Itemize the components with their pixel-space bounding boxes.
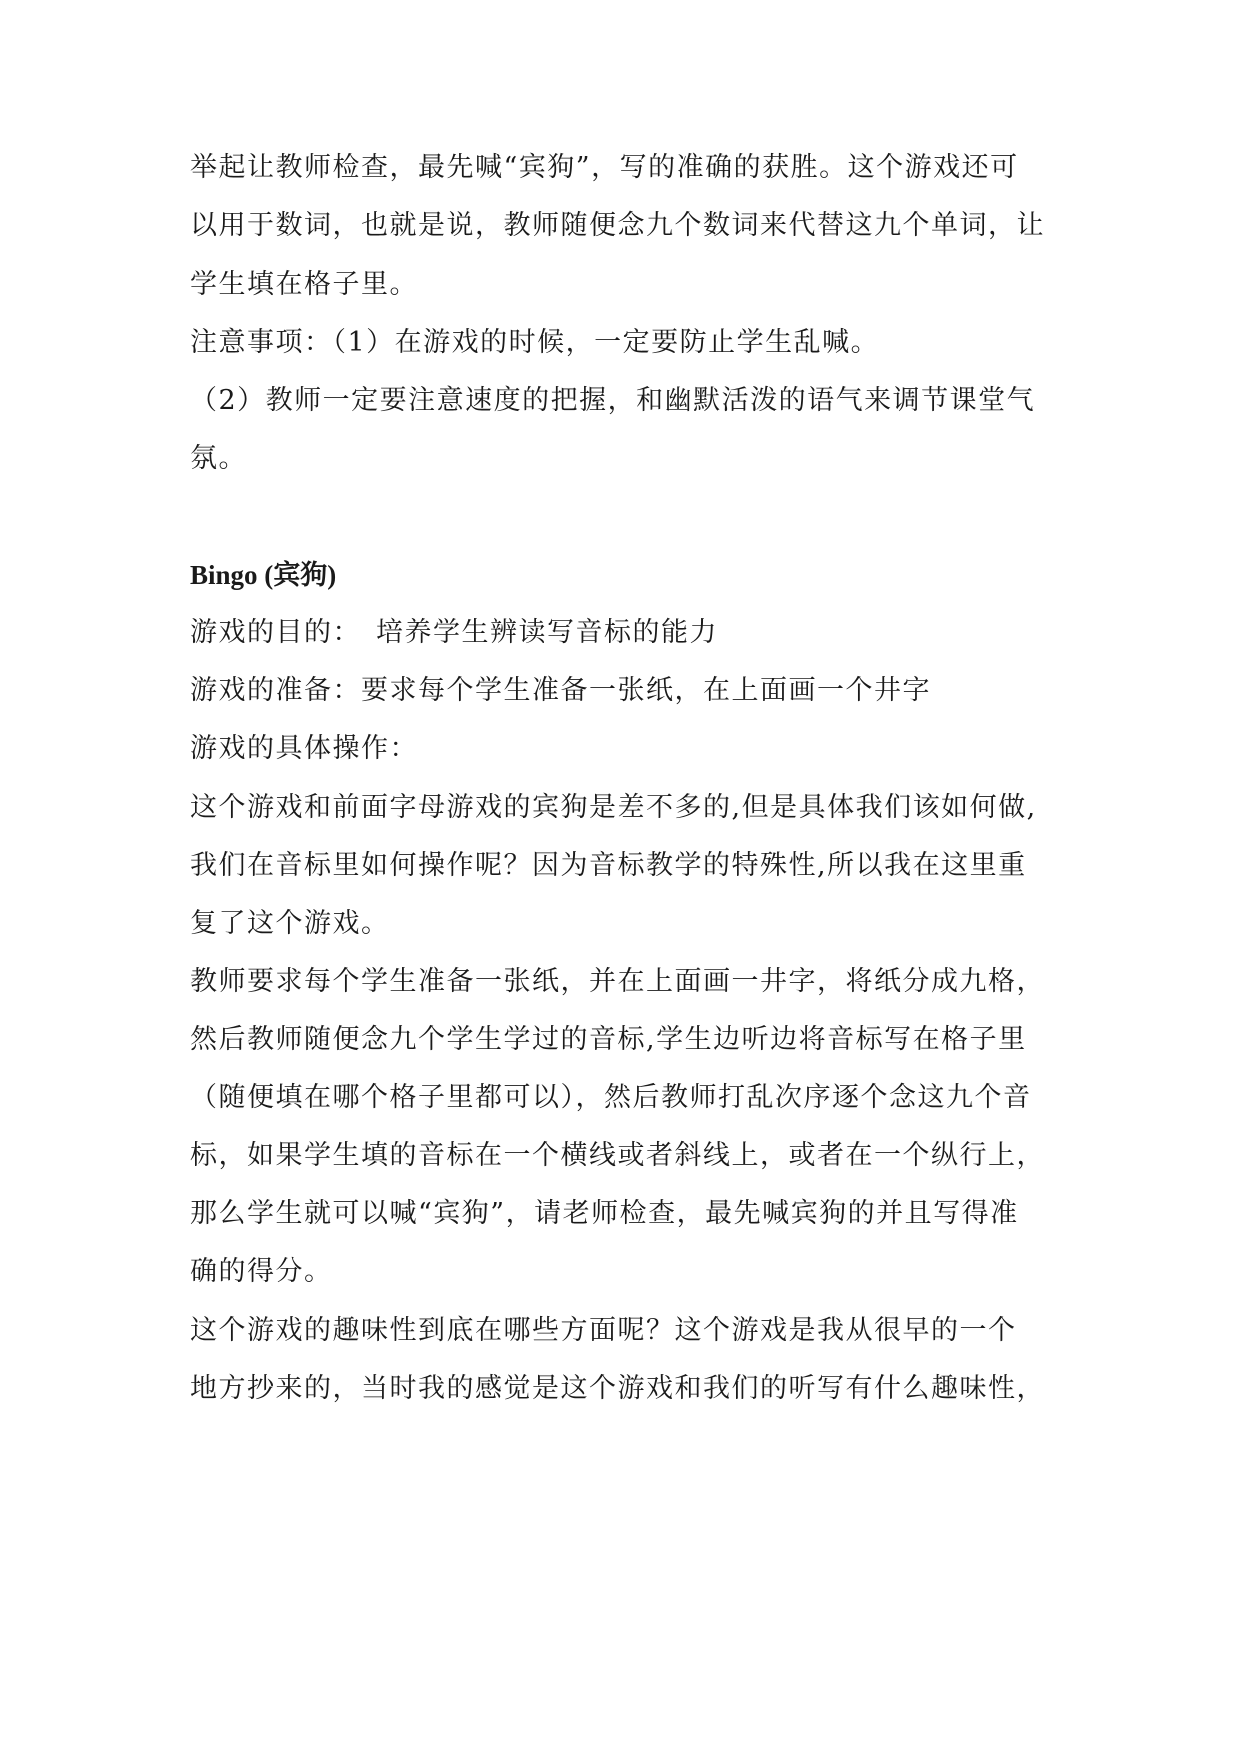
paragraph-line: 我们在音标里如何操作呢？因为音标教学的特殊性,所以我在这里重 bbox=[190, 850, 1027, 881]
paragraph-line: 那么学生就可以喊“宾狗”，请老师检查，最先喊宾狗的并且写得准 bbox=[190, 1198, 1019, 1229]
paragraph-line: 这个游戏和前面字母游戏的宾狗是差不多的,但是具体我们该如何做, bbox=[190, 792, 1037, 823]
game-operation-label: 游戏的具体操作： bbox=[190, 733, 418, 764]
game-preparation: 游戏的准备：要求每个学生准备一张纸，在上面画一个井字 bbox=[190, 675, 931, 706]
paragraph-line: 教师要求每个学生准备一张纸，并在上面画一井字，将纸分成九格， bbox=[190, 966, 1045, 997]
paragraph-line: 标，如果学生填的音标在一个横线或者斜线上，或者在一个纵行上， bbox=[190, 1140, 1045, 1171]
notes-line: 注意事项：（1）在游戏的时候，一定要防止学生乱喊。 bbox=[190, 327, 880, 358]
paragraph-line: 地方抄来的，当时我的感觉是这个游戏和我们的听写有什么趣味性， bbox=[190, 1373, 1045, 1404]
paragraph-line: 以用于数词，也就是说，教师随便念九个数词来代替这九个单词，让 bbox=[190, 210, 1045, 241]
section-heading: Bingo (宾狗) bbox=[190, 560, 337, 590]
paragraph-line: 这个游戏的趣味性到底在哪些方面呢？这个游戏是我从很早的一个 bbox=[190, 1315, 1017, 1346]
game-purpose: 游戏的目的： 培养学生辨读写音标的能力 bbox=[190, 617, 718, 648]
notes-line: 氛。 bbox=[190, 443, 247, 474]
paragraph-line: 举起让教师检查，最先喊“宾狗”，写的准确的获胜。这个游戏还可 bbox=[190, 152, 1019, 183]
paragraph-line: （随便填在哪个格子里都可以），然后教师打乱次序逐个念这九个音 bbox=[190, 1082, 1032, 1113]
paragraph-line: 确的得分。 bbox=[190, 1256, 333, 1287]
paragraph-line: 复了这个游戏。 bbox=[190, 908, 390, 939]
notes-line: （2）教师一定要注意速度的把握，和幽默活泼的语气来调节课堂气 bbox=[190, 385, 1036, 416]
paragraph-line: 然后教师随便念九个学生学过的音标,学生边听边将音标写在格子里 bbox=[190, 1024, 1027, 1055]
paragraph-line: 学生填在格子里。 bbox=[190, 269, 418, 300]
